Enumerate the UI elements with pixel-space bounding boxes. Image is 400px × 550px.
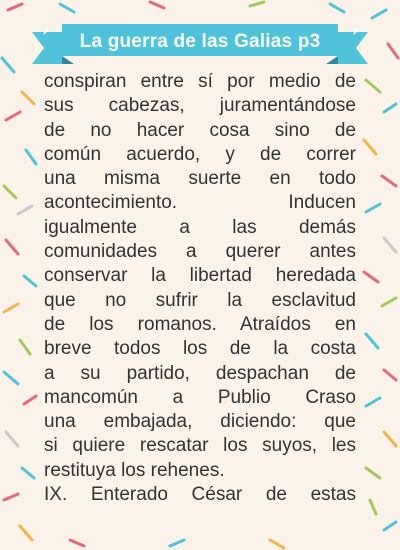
confetti-stripe: [384, 104, 396, 112]
confetti-stripe: [364, 140, 376, 154]
text-line: IX. Enterado César de estas: [44, 484, 356, 506]
confetti-stripe: [2, 58, 14, 72]
confetti-stripe: [384, 522, 396, 530]
confetti-stripe: [6, 240, 18, 254]
text-line: a su partido, despachan de: [44, 362, 356, 384]
confetti-stripe: [372, 10, 386, 18]
text-line: común acuerdo, y de correr: [44, 143, 356, 165]
text-line: que no sufrir la esclavitud: [44, 289, 356, 311]
confetti-stripe: [6, 432, 18, 446]
title-banner: [32, 20, 368, 64]
confetti-stripe: [4, 372, 18, 384]
confetti-stripe: [4, 494, 18, 500]
confetti-stripe: [330, 4, 344, 12]
confetti-stripe: [6, 112, 20, 120]
confetti-stripe: [270, 540, 284, 548]
confetti-stripe: [366, 204, 380, 212]
confetti-stripe: [20, 340, 30, 354]
text-line: mancomún a Publio Craso: [44, 386, 356, 408]
confetti-stripe: [24, 396, 36, 404]
body-text: [44, 70, 356, 507]
text-line: acontecimiento. Inducen: [44, 192, 356, 214]
text-line: restituya los rehenes.: [44, 459, 225, 481]
confetti-stripe: [22, 92, 34, 104]
text-line: una misma suerte en todo: [44, 168, 356, 190]
confetti-stripe: [70, 540, 84, 546]
text-line: una embajada, diciendo: que: [44, 411, 356, 433]
confetti-stripe: [364, 272, 378, 282]
confetti-stripe: [384, 370, 396, 380]
text-line: conspiran entre sí por medio de: [44, 71, 356, 92]
confetti-stripe: [384, 238, 396, 252]
confetti-stripe: [24, 276, 36, 286]
confetti-stripe: [250, 2, 264, 6]
text-line: breve todos los de la costa: [44, 338, 356, 360]
text-line: conservar la libertad heredada: [44, 265, 356, 287]
text-line: sus cabezas, juramentándose: [44, 95, 356, 117]
confetti-stripe: [366, 398, 380, 406]
text-line: comunidades a querer antes: [44, 241, 356, 263]
confetti-stripe: [60, 4, 74, 12]
confetti-stripe: [382, 298, 396, 306]
confetti-stripe: [18, 206, 32, 214]
confetti-stripe: [170, 540, 184, 546]
confetti-stripe: [150, 2, 164, 8]
confetti-stripe: [366, 80, 380, 92]
text-line: igualmente a las demás: [44, 216, 356, 238]
confetti-stripe: [8, 4, 22, 10]
confetti-stripe: [388, 44, 398, 58]
text-line: si quiere rescatar los suyos, les: [44, 435, 356, 457]
text-line: de no hacer cosa sino de: [44, 119, 356, 141]
confetti-stripe: [366, 334, 378, 348]
confetti-stripe: [366, 468, 380, 478]
confetti-stripe: [4, 186, 16, 198]
confetti-stripe: [382, 176, 396, 186]
text-line: de los romanos. Atraídos en: [44, 313, 356, 335]
page-title: La guerra de las Galias p3: [79, 31, 321, 52]
confetti-stripe: [370, 500, 376, 514]
confetti-stripe: [22, 468, 34, 478]
confetti-stripe: [4, 304, 18, 312]
confetti-stripe: [20, 526, 32, 540]
confetti-stripe: [384, 432, 396, 446]
confetti-stripe: [26, 150, 36, 164]
